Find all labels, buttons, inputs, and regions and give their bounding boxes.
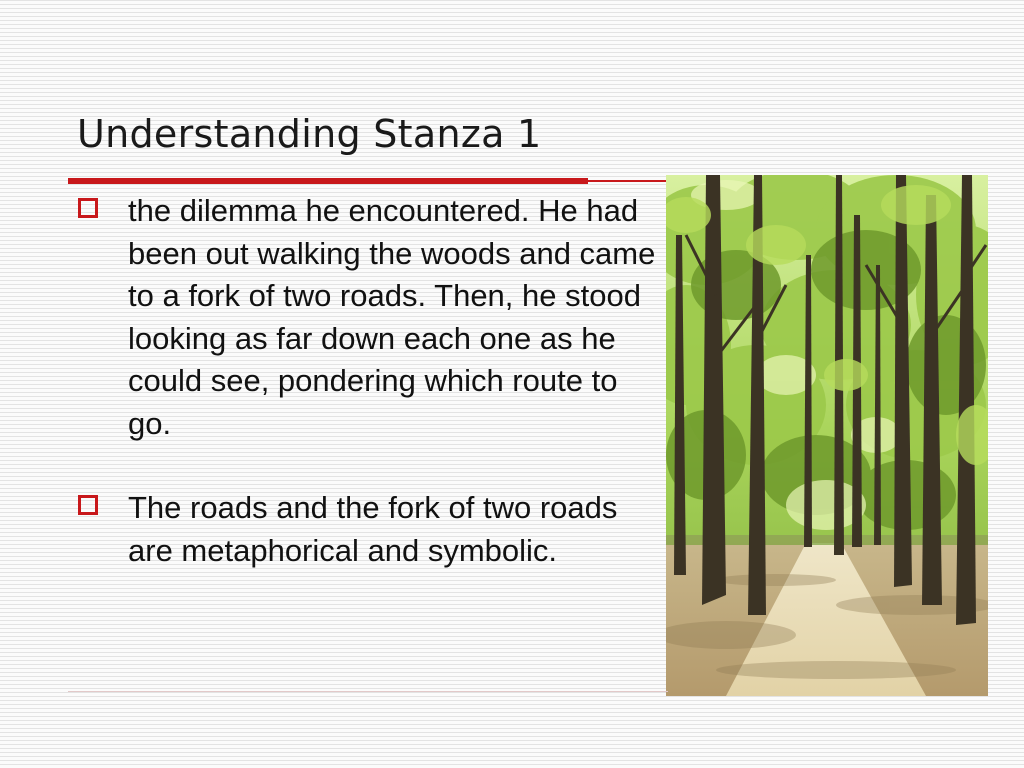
bottom-divider — [68, 691, 668, 692]
bullet-item — [76, 190, 661, 445]
forest-path-image — [666, 175, 988, 696]
bullet-text: the dilemma he encountered. He had been out walking the woods and came to a fork of two roads. Then, he stood looking as far down each one as he could see, pondering which route to go. — [128, 193, 656, 441]
bullet-text: The roads and the fork of two roads are metaphorical and symbolic. — [128, 490, 618, 568]
hollow-square-icon — [78, 495, 98, 515]
bullet-list — [76, 190, 661, 572]
title-underline — [68, 178, 588, 184]
slide-title: Understanding Stanza 1 — [77, 112, 542, 156]
bullet-item — [76, 487, 661, 572]
hollow-square-icon — [78, 198, 98, 218]
title-underline-extension — [588, 180, 668, 182]
